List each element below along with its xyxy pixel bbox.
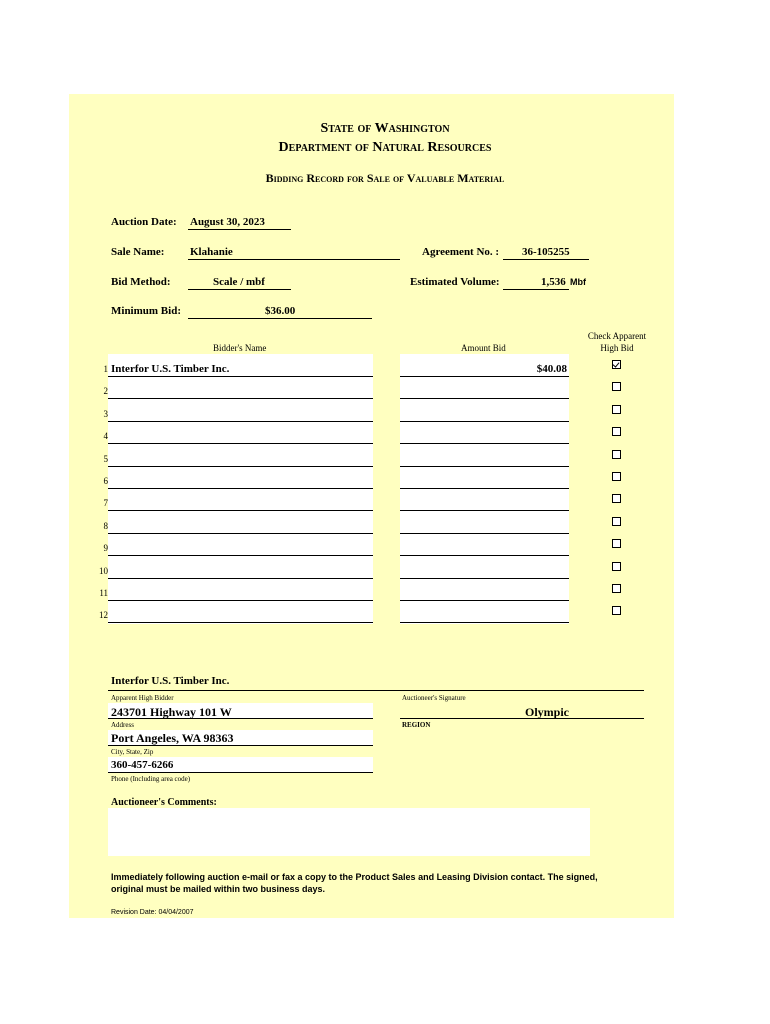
row-number: 7: [103, 498, 108, 508]
form-title-department: Department of Natural Resources: [278, 140, 492, 155]
phone-underline: [108, 772, 373, 773]
row-number: 4: [103, 431, 108, 441]
high-bid-checkbox[interactable]: [612, 360, 621, 369]
row-number: 3: [103, 409, 108, 419]
row-number: 5: [103, 454, 108, 464]
bidder-name-cell[interactable]: Interfor U.S. Timber Inc.: [111, 363, 230, 375]
bidder-name-underline: [108, 466, 373, 467]
est-volume-underline: [503, 289, 569, 290]
sale-name-label: Sale Name:: [111, 246, 165, 258]
high-bid-checkbox[interactable]: [612, 382, 621, 391]
phone-value[interactable]: 360-457-6266: [111, 759, 174, 771]
bidder-name-underline: [108, 443, 373, 444]
amount-bid-header: Amount Bid: [461, 343, 506, 353]
row-number: 1: [103, 364, 108, 374]
high-bid-checkbox[interactable]: [612, 450, 621, 459]
region-underline: [400, 718, 644, 719]
amount-bid-underline: [400, 533, 569, 534]
phone-caption: Phone (Including area code): [111, 775, 191, 783]
min-bid-value[interactable]: $36.00: [265, 305, 296, 317]
row-number: 12: [99, 610, 108, 620]
est-volume-unit: Mbf: [570, 277, 586, 287]
check-header-line2: High Bid: [600, 343, 634, 353]
bid-method-label: Bid Method:: [111, 276, 171, 288]
bidder-name-underline: [108, 488, 373, 489]
address-value[interactable]: 243701 Highway 101 W: [111, 705, 232, 719]
bidder-name-underline: [108, 398, 373, 399]
high-bid-checkbox[interactable]: [612, 405, 621, 414]
est-volume-label: Estimated Volume:: [410, 276, 500, 288]
address-caption: Address: [111, 721, 134, 729]
instruction-line2: original must be mailed within two business days.: [111, 884, 326, 894]
revision-date: Revision Date: 04/04/2007: [111, 909, 194, 916]
agreement-label: Agreement No. :: [422, 246, 500, 258]
amount-bid-underline: [400, 443, 569, 444]
bidder-name-underline: [108, 578, 373, 579]
high-bid-checkbox[interactable]: [612, 472, 621, 481]
amount-bid-underline: [400, 398, 569, 399]
amount-bid-underline: [400, 376, 569, 377]
address-underline: [108, 718, 373, 719]
amount-bid-cell[interactable]: $40.08: [536, 363, 567, 375]
sale-name-value[interactable]: Klahanie: [190, 246, 233, 258]
amount-bid-underline: [400, 510, 569, 511]
auction-date-underline: [188, 229, 291, 230]
sale-name-underline: [188, 259, 400, 260]
amount-bid-underline: [400, 488, 569, 489]
row-number: 9: [103, 543, 108, 553]
high-bid-checkbox[interactable]: [612, 562, 621, 571]
city-caption: City, State, Zip: [111, 748, 154, 756]
instruction-line1: Immediately following auction e-mail or fax a copy to the Product Sales and Leasing Division contact. The signed,: [111, 872, 598, 882]
agreement-value[interactable]: 36-105255: [522, 246, 570, 258]
row-number: 2: [103, 386, 108, 396]
bidder-name-underline: [108, 421, 373, 422]
form-subtitle: Bidding Record for Sale of Valuable Material: [265, 171, 505, 185]
high-bidder-name[interactable]: Interfor U.S. Timber Inc.: [111, 675, 230, 687]
bidder-name-underline: [108, 376, 373, 377]
amount-bid-underline: [400, 578, 569, 579]
amount-bid-underline: [400, 421, 569, 422]
high-bid-checkbox[interactable]: [612, 584, 621, 593]
auction-date-label: Auction Date:: [111, 216, 177, 228]
bidder-name-underline: [108, 510, 373, 511]
row-number: 11: [99, 588, 108, 598]
bidder-name-underline: [108, 600, 373, 601]
high-bid-checkbox[interactable]: [612, 606, 621, 615]
comments-label: Auctioneer's Comments:: [111, 797, 217, 808]
amount-column-bg: [400, 354, 569, 624]
agreement-underline: [503, 259, 589, 260]
bidder-name-underline: [108, 555, 373, 556]
high-bidder-underline: [108, 690, 644, 691]
min-bid-underline: [188, 318, 372, 319]
amount-bid-underline: [400, 555, 569, 556]
amount-bid-underline: [400, 600, 569, 601]
form-title-state: State of Washington: [320, 121, 450, 136]
high-bid-checkbox[interactable]: [612, 517, 621, 526]
check-header-line1: Check Apparent: [587, 331, 647, 341]
bidder-name-underline: [108, 622, 373, 623]
min-bid-label: Minimum Bid:: [111, 305, 181, 317]
city-underline: [108, 745, 373, 746]
bid-method-value[interactable]: Scale / mbf: [213, 276, 265, 288]
bidder-column-bg: [108, 354, 373, 624]
high-bid-checkbox[interactable]: [612, 427, 621, 436]
high-bidder-caption: Apparent High Bidder: [111, 694, 174, 702]
high-bid-checkbox[interactable]: [612, 494, 621, 503]
auction-date-value[interactable]: August 30, 2023: [190, 216, 265, 228]
region-caption: REGION: [402, 721, 431, 729]
amount-bid-underline: [400, 466, 569, 467]
bid-method-underline: [188, 289, 291, 290]
row-number: 6: [103, 476, 108, 486]
comments-box[interactable]: [108, 808, 590, 856]
bidder-name-header: Bidder's Name: [213, 343, 267, 353]
high-bid-checkbox[interactable]: [612, 539, 621, 548]
row-number: 10: [99, 566, 108, 576]
city-value[interactable]: Port Angeles, WA 98363: [111, 731, 234, 745]
bidder-name-underline: [108, 533, 373, 534]
signature-caption: Auctioneer's Signature: [402, 694, 466, 702]
row-number: 8: [103, 521, 108, 531]
est-volume-value[interactable]: 1,536: [541, 276, 566, 288]
region-value[interactable]: Olympic: [525, 705, 569, 719]
amount-bid-underline: [400, 622, 569, 623]
